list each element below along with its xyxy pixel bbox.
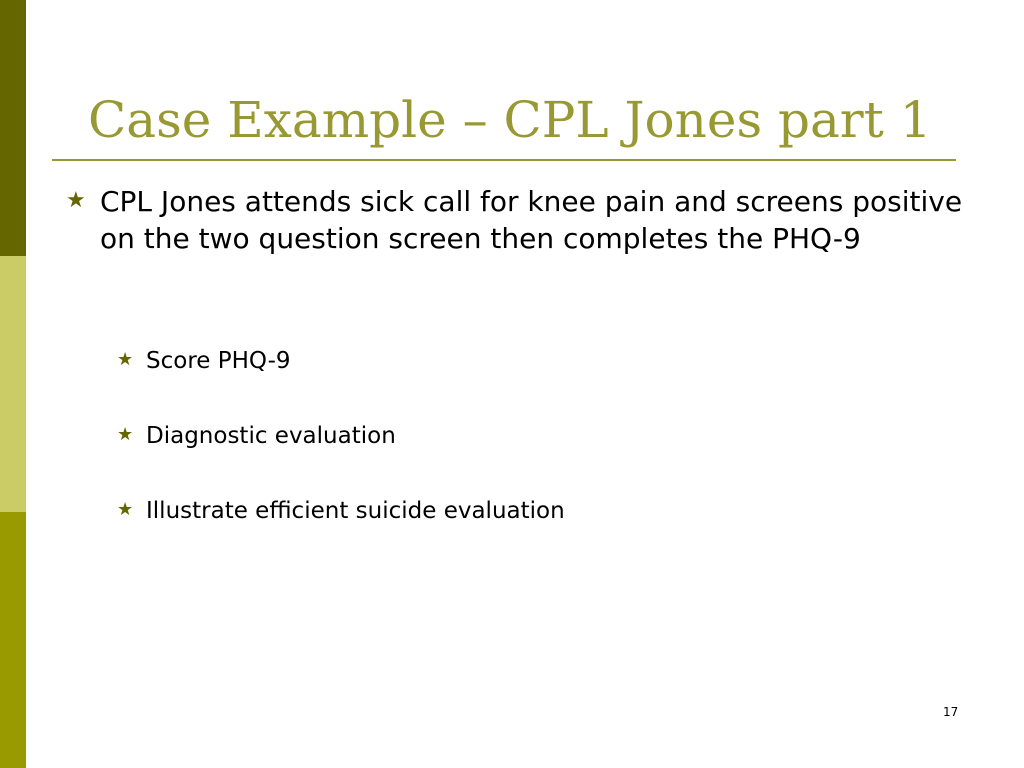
bullet-item-main — [66, 183, 970, 257]
slide-title: Case Example – CPL Jones part 1 — [88, 91, 932, 149]
sub-bullet-text: Diagnostic evaluation — [146, 423, 396, 449]
star-icon: ★ — [66, 188, 86, 213]
star-icon: ★ — [117, 499, 134, 520]
page-number: 17 — [943, 705, 959, 719]
sub-bullet-text: Illustrate efficient suicide evaluation — [146, 498, 565, 524]
sub-bullet-text: Score PHQ-9 — [146, 348, 291, 374]
sub-bullet-item — [117, 421, 396, 451]
star-icon: ★ — [117, 349, 134, 370]
sub-bullet-item — [117, 496, 565, 526]
sub-bullet-item — [117, 346, 291, 376]
bullet-text: CPL Jones attends sick call for knee pain and screens positive on the two question screen then completes the PHQ-9 — [100, 185, 963, 255]
star-icon: ★ — [117, 424, 134, 445]
